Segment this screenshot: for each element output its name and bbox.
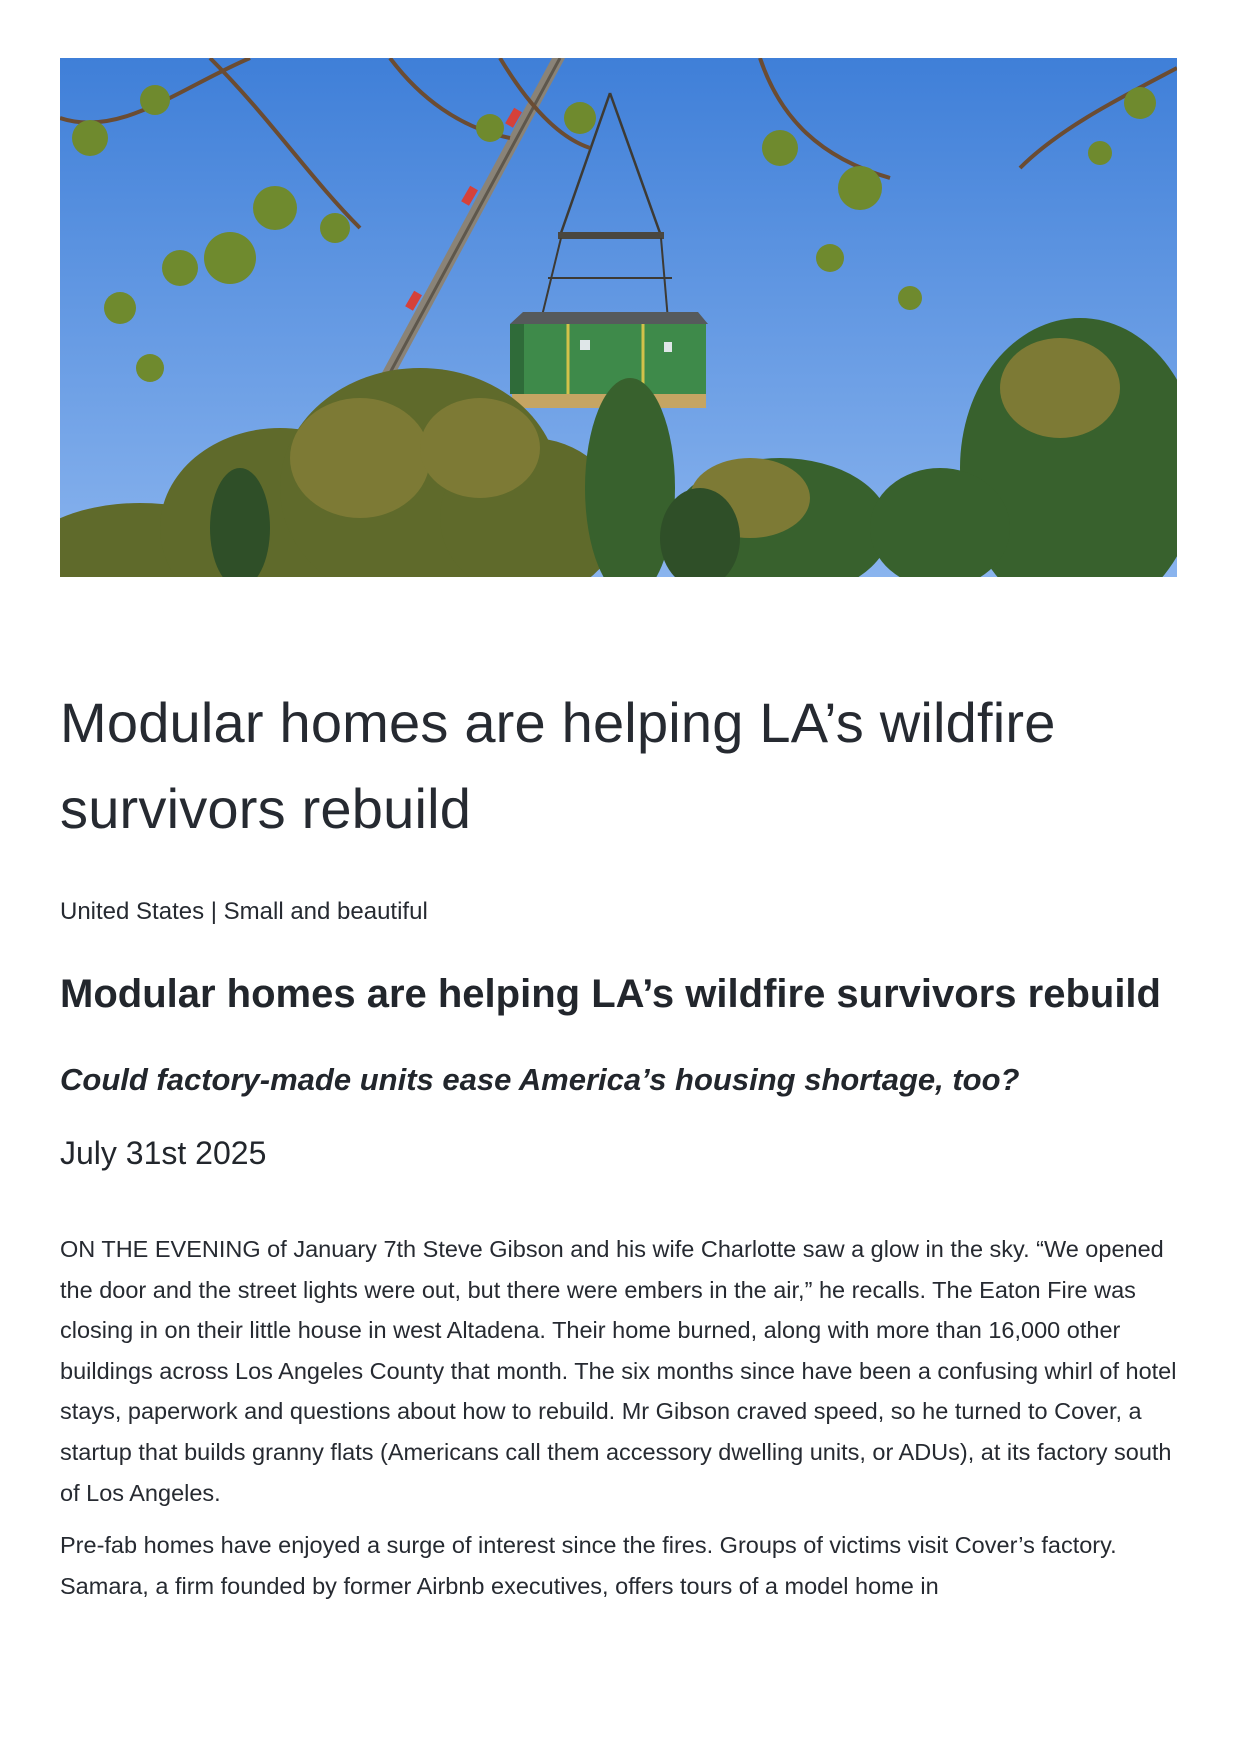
article-date: July 31st 2025 — [60, 1135, 267, 1171]
paragraph-1: ON THE EVENING of January 7th Steve Gibson and his wife Charlotte saw a glow in the sky. “We opened the door and the street lights were out, but there were embers in the air,” he recalls. The Eaton Fire was closing in on their little house in west Altadena. Their home burned, along with more than 16,000 other buildings across Los Angeles County that month. The six months since have been a confusing whirl of hotel stays, paperwork and questions about how to rebuild. Mr Gibson craved speed, so he turned to Cover, a startup that builds granny flats (Americans call them accessory dwelling units, or ADUs), at its factory south of Los Angeles. — [60, 1236, 1177, 1506]
article-title: Modular homes are helping LA’s wildfire survivors rebuild — [60, 691, 1056, 840]
article-headline: Modular homes are helping LA’s wildfire survivors rebuild — [60, 972, 1161, 1016]
paragraph-2: Pre-fab homes have enjoyed a surge of interest since the fires. Groups of victims visit Cover’s factory. Samara, a firm founded by former Airbnb executives, offers tours of a model home in — [60, 1532, 1117, 1599]
article-body — [60, 1229, 1177, 1606]
section-label: United States | Small and beautiful — [60, 898, 428, 925]
article-page — [60, 58, 1177, 1618]
article-subheadline: Could factory-made units ease America’s housing shortage, too? — [60, 1062, 1020, 1097]
modular-home-crane-photo — [60, 58, 1177, 577]
hero-image — [60, 58, 1177, 577]
